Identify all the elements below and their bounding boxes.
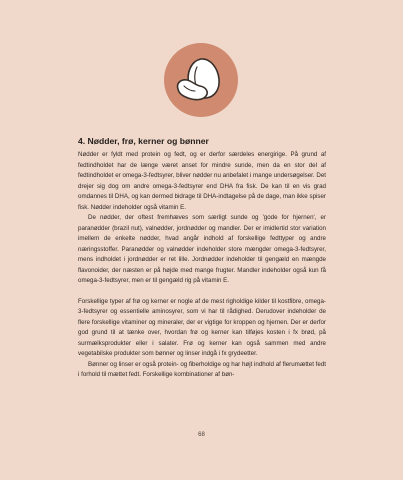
page-number: 68	[198, 432, 205, 438]
paragraph-beans: Bønner og linser er også protein- og fiberholdige og har højt indhold af flerumættet fedt i forhold til mættet fedt. Forskellige kombinationer af bøn-	[78, 360, 326, 378]
nut-icon	[164, 43, 238, 117]
nut-illustration	[164, 43, 238, 117]
paragraph-gap	[78, 287, 326, 297]
paragraph-seeds: Forskellige typer af frø og kerner er nogle af de mest righoldige kilder til kostfibre, omega-3-fedtsyrer og essentielle aminosyrer, som vi har til rådighed. Derudover indeholder de flere forskellige vitaminer og mineraler, der er vigtige for kroppen og hjernen. Der er derfor god grund til at tænke over, hvordan frø og kerner kan tilføjes kosten i fx brød, på surmælksprodukter eller i salater. Frø og kerner kan også sammen med andre vegetabilske produkter som bønner og linser indgå i fx grydeetter.	[78, 297, 326, 357]
paragraph-nuts-energy: Nødder er fyldt med protein og fedt, og er derfor særdeles energirige. På grund af fedtindholdet har de længe været anset for mindre sunde, men da en stor del af fedtindholdet er omega-3-fedtsyrer, bliver nødder nu anbefalet i mange undersøgelser. Det drejer sig dog om andre omega-3-fedtsyrer end DHA fra fisk. De kan til en vis grad omdannes til DHA, og kan dermed bidrage til DHA-indtagelse på de dage, man ikke spiser fisk. Nødder indeholder også vitamin E.	[78, 151, 326, 211]
article-section	[78, 136, 326, 381]
paragraph-nut-types: De nødder, der oftest fremhæves som særligt sunde og 'gode for hjernen', er paranødder (brazil nut), valnødder, jordnødder og mandler. Der er imidlertid stor variation imellem de enkelte nødder, hvad angår indhold af forskellige fedttyper og andre næringsstoffer. Paranødder og valnødder indeholder store mængder omega-3-fedtsyrer, mens indholdet i jordnødder er ret lille. Jordnødder indeholder til gengæld en mængde flavonoider, der næsten er på højde med mange frugter. Mandler indeholder også kun få omega-3-fedtsyrer, men er til gengæld rig på vitamin E.	[78, 214, 326, 284]
section-heading: 4. Nødder, frø, kerner og bønner	[78, 136, 209, 146]
